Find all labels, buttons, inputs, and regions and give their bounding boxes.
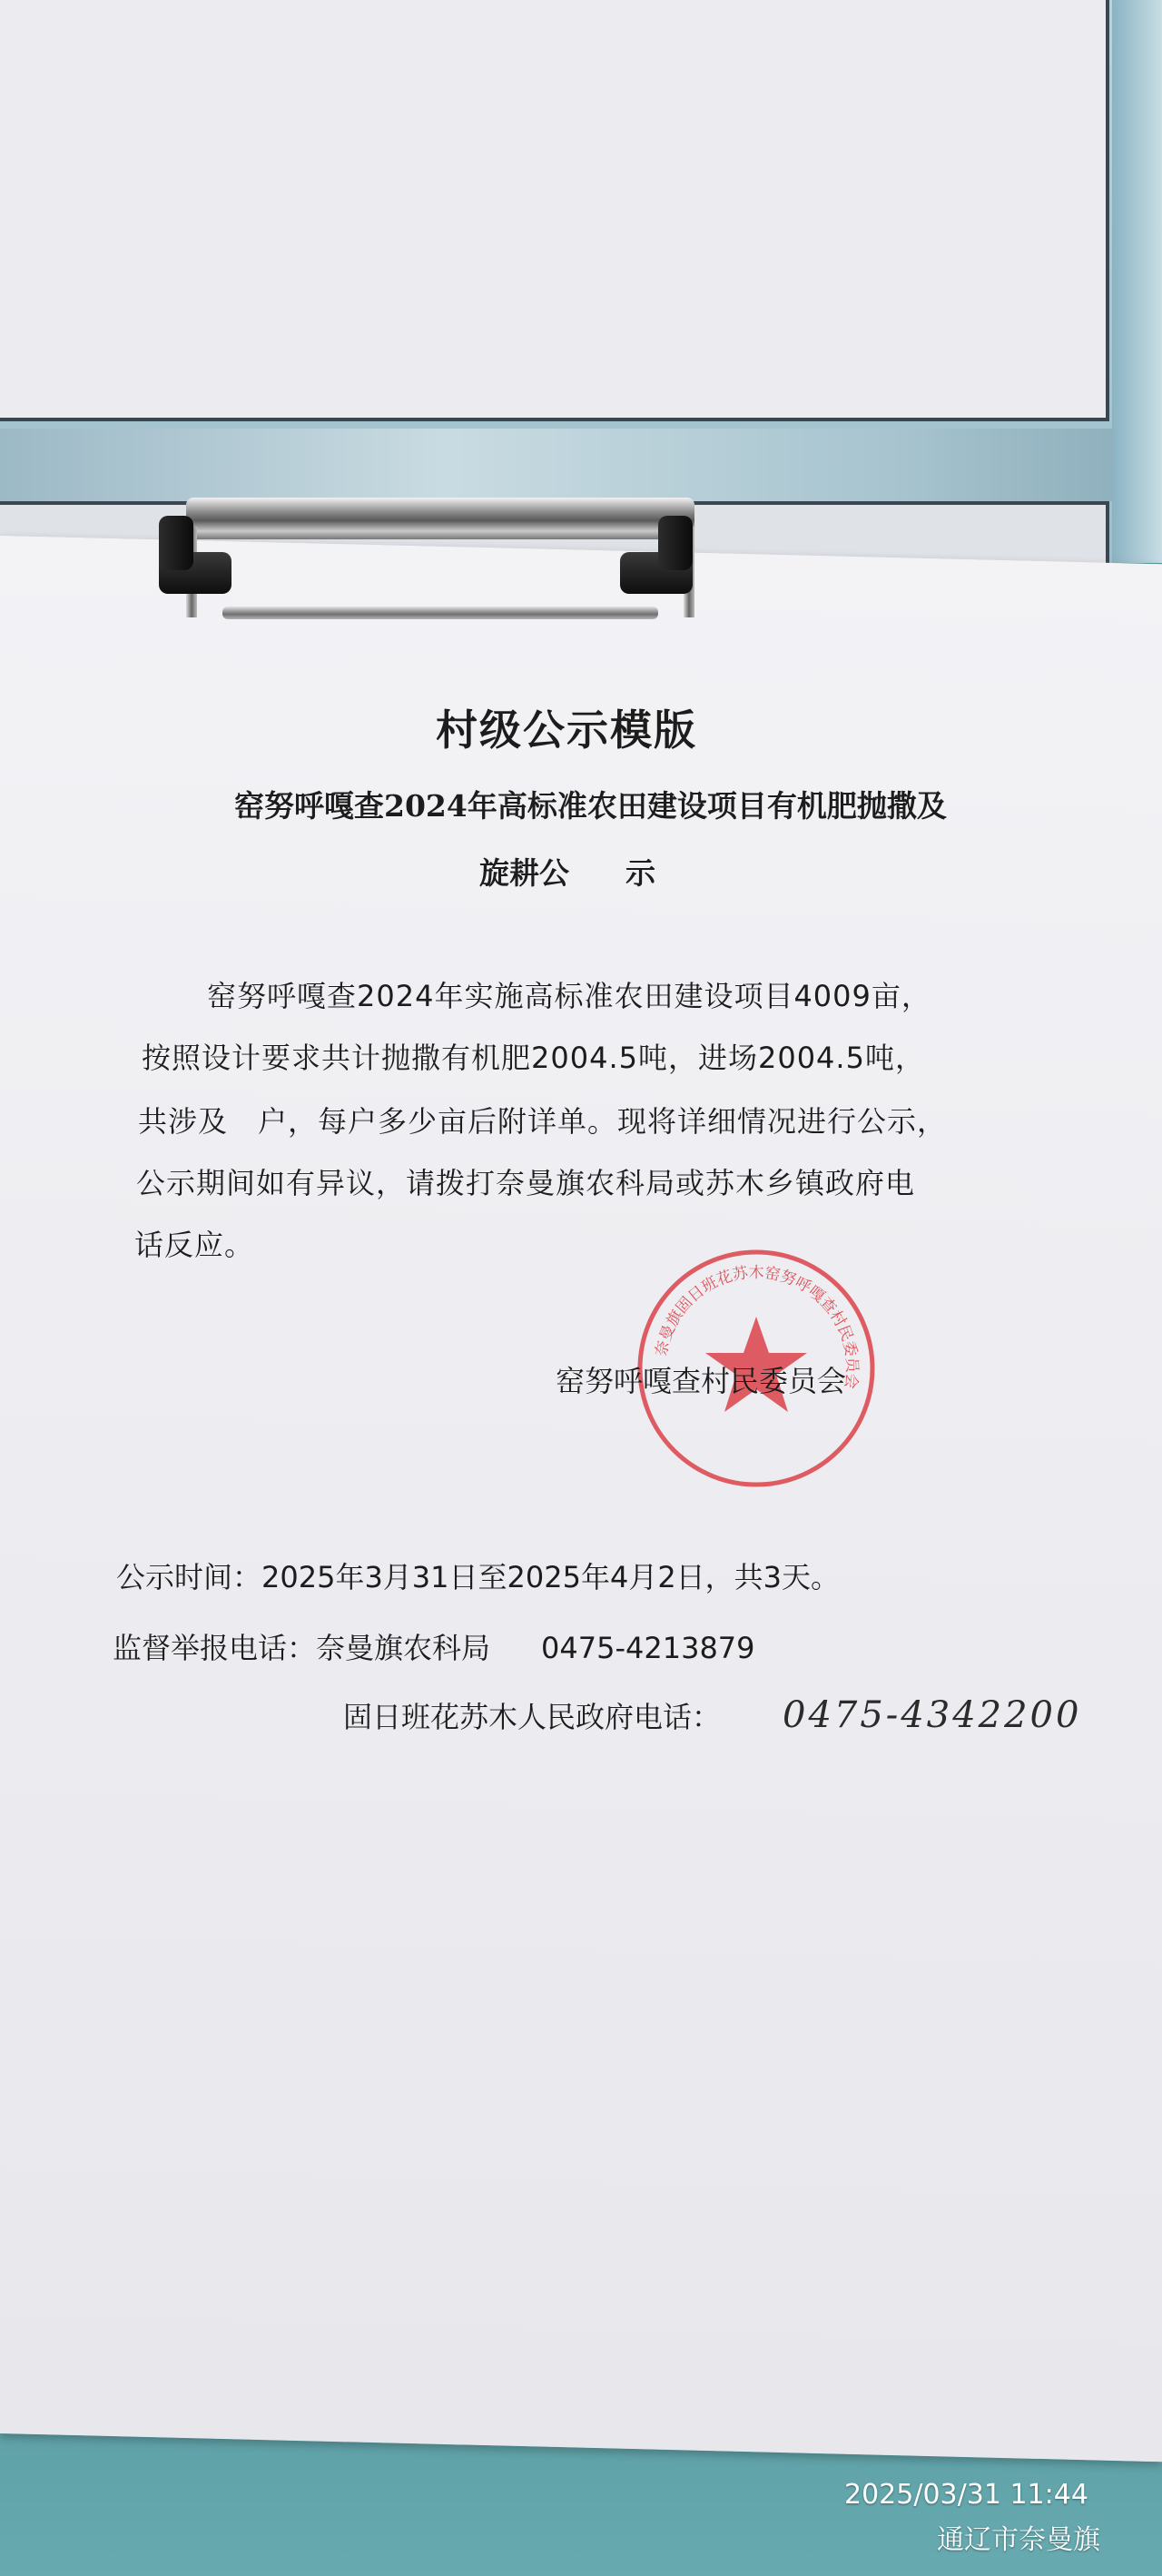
- document-subtitle-line2: [479, 850, 655, 893]
- notice-board-upper: [0, 0, 1109, 421]
- body-line-4: 公示期间如有异议，请拨打奈曼旗农科局或苏木乡镇政府电: [136, 1166, 916, 1200]
- report-phone: 0475-4213879: [541, 1631, 755, 1665]
- body-line-3: 共涉及 户，每户多少亩后附详单。现将详细情况进行公示，: [138, 1104, 948, 1139]
- subtitle-part-a: 旋耕公: [479, 855, 569, 891]
- body-line-5: 话反应。: [134, 1228, 255, 1262]
- clipboard-clip: [159, 490, 722, 654]
- subtitle-part-b: 示: [625, 855, 655, 891]
- government-phone-handwritten: 0475-4342200: [783, 1694, 1082, 1736]
- report-hotline: [113, 1625, 755, 1667]
- committee-signature: 窑努呼嘎查村民委员会: [556, 1364, 847, 1398]
- seal-ring-text: 奈曼旗固日班花苏木窑努呼嘎查村民委员会: [652, 1263, 862, 1390]
- clip-wire: [222, 607, 658, 619]
- document-subtitle-line1: 窑努呼嘎查2024年高标准农田建设项目有机肥抛撒及: [234, 788, 947, 824]
- clip-bar: [186, 498, 694, 539]
- report-label: 监督举报电话：奈曼旗农科局: [113, 1631, 491, 1665]
- notice-period: 公示时间：2025年3月31日至2025年4月2日，共3天。: [116, 1560, 841, 1594]
- document-title: 村级公示模版: [436, 706, 697, 755]
- body-line-1: 窑努呼嘎查2024年实施高标准农田建设项目4009亩，: [207, 979, 931, 1013]
- photo-location-stamp: 通辽市奈曼旗: [937, 2524, 1100, 2556]
- photo-datetime-stamp: 2025/03/31 11:44: [844, 2479, 1088, 2511]
- wall-edge: [1112, 0, 1162, 563]
- clip-cap-left: [159, 552, 231, 594]
- body-line-2: 按照设计要求共计抛撒有机肥2004.5吨，进场2004.5吨，: [142, 1041, 925, 1075]
- government-phone-label: 固日班花苏木人民政府电话：: [343, 1700, 722, 1734]
- clip-cap-right: [620, 552, 693, 594]
